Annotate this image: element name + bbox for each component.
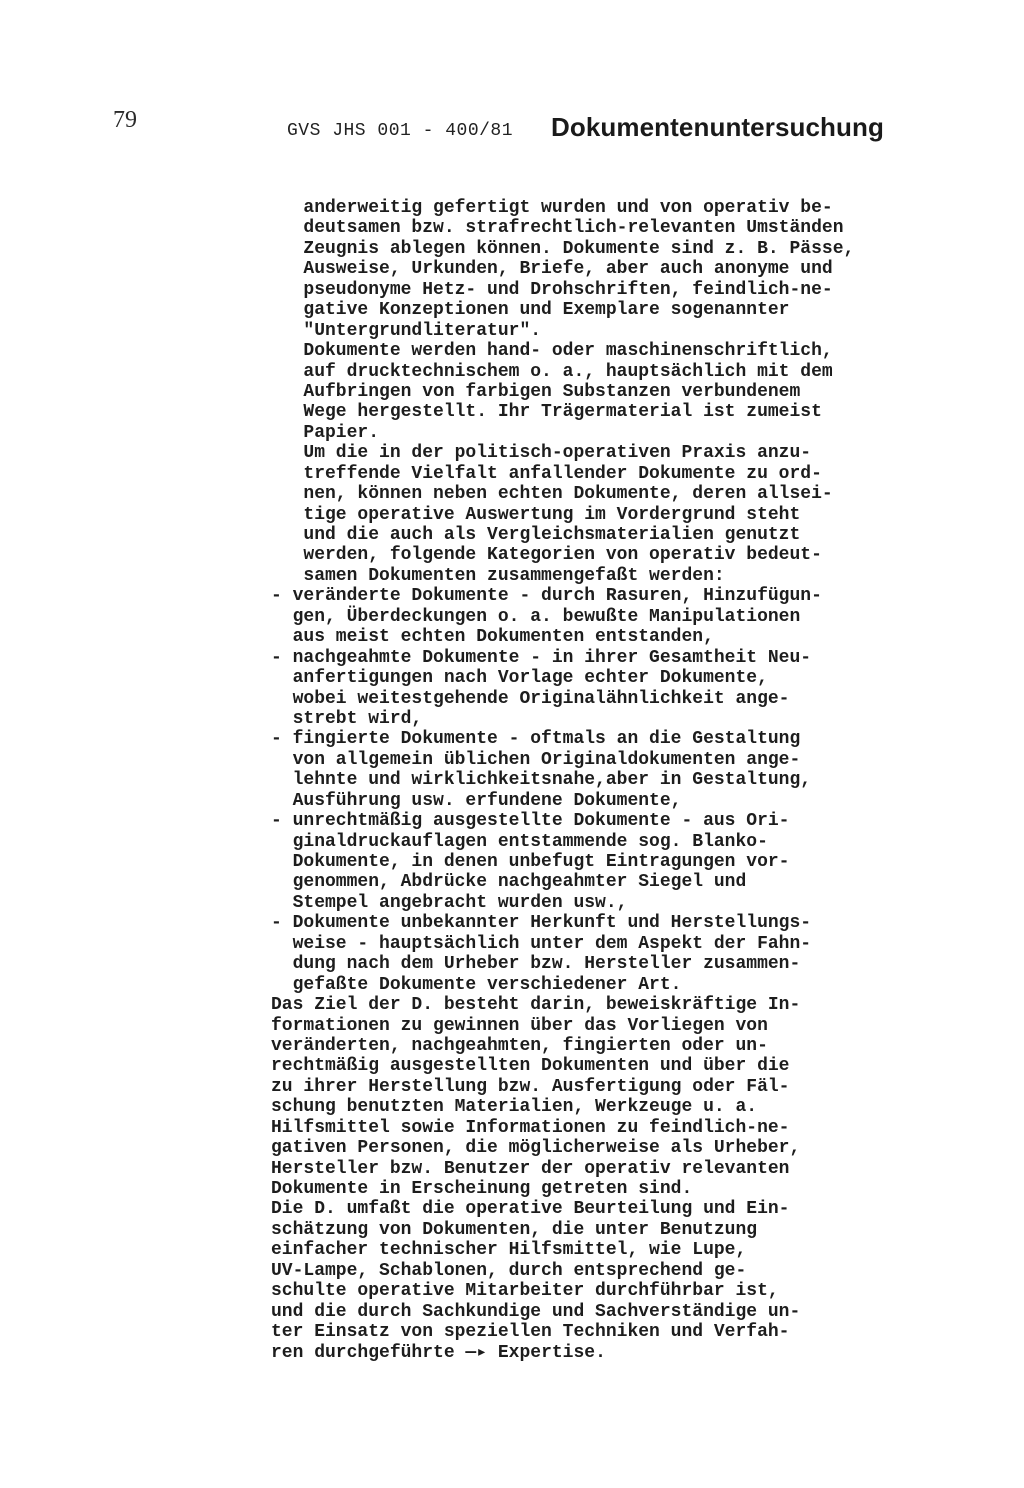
- list-item-line: strebt wird,: [271, 708, 423, 729]
- text-line: Um die in der politisch-operativen Praxis anzu-: [271, 443, 812, 464]
- list-item-line: genommen, Abdrücke nachgeahmter Siegel und: [271, 872, 747, 893]
- text-line: Die D. umfaßt die operative Beurteilung und Ein-: [271, 1199, 790, 1220]
- text-line: und die auch als Vergleichsmaterialien genutzt: [271, 525, 801, 545]
- text-line: schung benutzten Materialien, Werkzeuge u. a.: [271, 1097, 758, 1118]
- text-line: Aufbringen von farbigen Substanzen verbundenem: [271, 381, 801, 402]
- list-item-line: weise - hauptsächlich unter dem Aspekt der Fahn-: [271, 933, 812, 954]
- text-line: Zeugnis ablegen können. Dokumente sind z. B. Pässe,: [271, 238, 855, 259]
- text-line: und die durch Sachkundige und Sachverständige un-: [271, 1301, 801, 1322]
- text-line: UV-Lampe, Schablonen, durch entsprechend ge-: [271, 1260, 747, 1281]
- text-line: auf drucktechnischem o. a., hauptsächlich mit dem: [271, 361, 833, 382]
- list-item-line: - Dokumente unbekannter Herkunft und Herstellungs-: [271, 913, 812, 934]
- text-line: treffende Vielfalt anfallender Dokumente zu ord-: [271, 463, 822, 484]
- text-line: formationen zu gewinnen über das Vorliegen von: [271, 1015, 768, 1036]
- list-item-line: - unrechtmäßig ausgestellte Dokumente - aus Ori-: [271, 811, 790, 832]
- text-line: Dokumente in Erscheinung getreten sind.: [271, 1179, 693, 1199]
- text-line: anderweitig gefertigt wurden und von operativ be-: [271, 198, 833, 218]
- text-line: Hersteller bzw. Benutzer der operativ relevanten: [271, 1158, 790, 1179]
- text-line: zu ihrer Herstellung bzw. Ausfertigung oder Fäl-: [271, 1076, 790, 1097]
- text-line: rechtmäßig ausgestellten Dokumenten und über die: [271, 1056, 790, 1077]
- page-title: Dokumentenuntersuchung: [551, 112, 884, 142]
- list-item-line: gen, Überdeckungen o. a. bewußte Manipulationen: [271, 606, 801, 627]
- text-line: veränderten, nachgeahmten, fingierten oder un-: [271, 1035, 768, 1056]
- text-line: Wege hergestellt. Ihr Trägermaterial ist zumeist: [271, 402, 822, 423]
- list-item-line: - fingierte Dokumente - oftmals an die Gestaltung: [271, 729, 801, 750]
- list-item-line: Ausführung usw. erfundene Dokumente,: [271, 790, 682, 811]
- list-item-line: gefaßte Dokumente verschiedener Art.: [271, 974, 682, 995]
- list-item-line: - nachgeahmte Dokumente - in ihrer Gesamtheit Neu-: [271, 647, 812, 668]
- text-line: Ausweise, Urkunden, Briefe, aber auch anonyme und: [271, 259, 833, 280]
- body-text: [271, 198, 931, 1363]
- text-line: samen Dokumenten zusammengefaßt werden:: [271, 565, 725, 586]
- text-line: schulte operative Mitarbeiter durchführbar ist,: [271, 1281, 779, 1302]
- text-line: "Untergrundliteratur".: [271, 320, 542, 341]
- list-item-line: dung nach dem Urheber bzw. Hersteller zusammen-: [271, 954, 801, 975]
- text-line: ren durchgeführte —▸ Expertise.: [271, 1342, 606, 1363]
- document-reference: GVS JHS 001 - 400/81: [287, 121, 514, 141]
- list-item-line: von allgemein üblichen Originaldokumenten ange-: [271, 749, 801, 770]
- page-number: 79: [113, 107, 137, 133]
- text-line: Papier.: [271, 422, 380, 443]
- list-item-line: ginaldruckauflagen entstammende sog. Blanko-: [271, 831, 768, 852]
- text-line: Dokumente werden hand- oder maschinenschriftlich,: [271, 341, 833, 362]
- text-line: einfacher technischer Hilfsmittel, wie Lupe,: [271, 1240, 747, 1261]
- text-line: schätzung von Dokumenten, die unter Benutzung: [271, 1219, 758, 1240]
- list-item-line: lehnte und wirklichkeitsnahe,aber in Gestaltung,: [271, 770, 812, 791]
- text-line: Hilfsmittel sowie Informationen zu feindlich-ne-: [271, 1117, 790, 1138]
- text-line: Das Ziel der D. besteht darin, beweiskräftige In-: [271, 995, 801, 1016]
- text-line: gativen Personen, die möglicherweise als Urheber,: [271, 1138, 801, 1159]
- text-line: gative Konzeptionen und Exemplare sogenannter: [271, 300, 790, 321]
- list-item-line: Dokumente, in denen unbefugt Eintragungen vor-: [271, 852, 790, 872]
- list-item-line: aus meist echten Dokumenten entstanden,: [271, 627, 714, 648]
- text-line: werden, folgende Kategorien von operativ bedeut-: [271, 545, 822, 566]
- text-line: pseudonyme Hetz- und Drohschriften, feindlich-ne-: [271, 279, 833, 300]
- list-item-line: - veränderte Dokumente - durch Rasuren, Hinzufügun-: [271, 586, 822, 607]
- text-line: nen, können neben echten Dokumente, deren allsei-: [271, 484, 833, 505]
- list-item-line: anfertigungen nach Vorlage echter Dokumente,: [271, 668, 768, 689]
- list-item-line: Stempel angebracht wurden usw.,: [271, 892, 628, 913]
- text-line: deutsamen bzw. strafrechtlich-relevanten Umständen: [271, 218, 844, 239]
- list-item-line: wobei weitestgehende Originalähnlichkeit ange-: [271, 688, 790, 709]
- text-line: ter Einsatz von speziellen Techniken und Verfah-: [271, 1322, 790, 1343]
- text-line: tige operative Auswertung im Vordergrund steht: [271, 504, 801, 525]
